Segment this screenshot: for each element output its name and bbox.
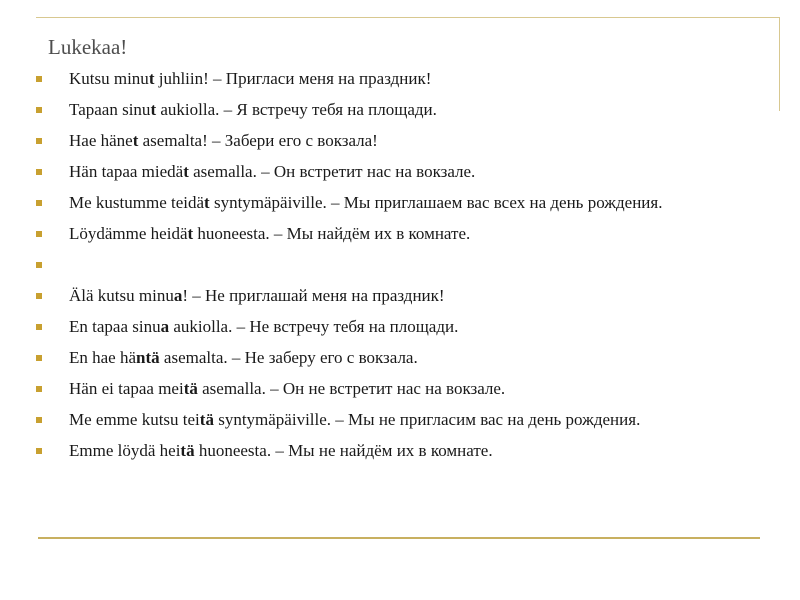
list-item-text [69,441,493,460]
text-segment: Hae häne [69,131,133,150]
list-item-text [69,162,475,181]
text-segment: syntymäpäiville. – Мы не пригласим вас на день рождения. [213,410,641,429]
square-bullet-icon [36,138,42,144]
square-bullet-icon [36,169,42,175]
list-item [36,129,756,152]
list-item [36,98,756,121]
highlighted-ending: a [173,286,183,305]
square-bullet-icon [36,448,42,454]
highlighted-ending: t [204,193,210,212]
text-segment: En hae hä [69,348,137,367]
text-segment: Löydämme heidä [69,224,188,243]
highlighted-ending: tä [180,441,195,460]
list-item-text [69,410,640,429]
square-bullet-icon [36,355,42,361]
list-item-text [69,317,458,336]
text-segment: asemalla. – Он не встретит нас на вокзале. [197,379,506,398]
text-segment: ! – Не приглашай меня на праздник! [182,286,445,305]
square-bullet-icon [36,324,42,330]
list-item [36,160,756,183]
highlighted-ending: a [160,317,170,336]
highlighted-ending: t [148,69,155,88]
square-bullet-icon [36,231,42,237]
frame-bottom-line [38,537,760,539]
highlighted-ending: t [183,162,189,181]
square-bullet-icon [36,293,42,299]
text-segment: asemalta! – Забери его с вокзала! [138,131,378,150]
list-item [36,377,756,400]
frame-right-line [779,17,780,111]
bullet-list [36,67,756,470]
list-item-text [69,131,378,150]
list-item-text [69,286,445,305]
square-bullet-icon [36,262,42,268]
list-item [36,439,756,462]
text-segment: aukiolla. – Не встречу тебя на площади. [169,317,459,336]
square-bullet-icon [36,76,42,82]
list-item-text [69,100,437,119]
text-segment: huoneesta. – Мы не найдём их в комнате. [194,441,493,460]
text-segment: aukiolla. – Я встречу тебя на площади. [156,100,437,119]
square-bullet-icon [36,417,42,423]
text-segment: juhliin! – Пригласи меня на праздник! [154,69,432,88]
list-item [36,408,756,431]
square-bullet-icon [36,386,42,392]
list-item [36,191,756,214]
list-item [36,284,756,307]
list-item [36,346,756,369]
text-segment: Tapaan sinu [69,100,151,119]
list-item [36,67,756,90]
list-item [36,315,756,338]
square-bullet-icon [36,107,42,113]
text-segment: syntymäpäiville. – Мы приглашаем вас всех на день рождения. [209,193,663,212]
list-item [36,253,756,276]
slide-title: Lukekaa! [48,35,128,59]
text-segment: Hän tapaa miedä [69,162,184,181]
text-segment: Me emme kutsu tei [69,410,200,429]
text-segment: asemalta. – Не заберу его с вокзала. [159,348,418,367]
highlighted-ending: t [132,131,139,150]
text-segment: En tapaa sinu [69,317,161,336]
square-bullet-icon [36,200,42,206]
text-segment: Hän ei tapaa mei [69,379,184,398]
list-item-text [69,69,431,88]
list-item-text [69,255,73,274]
highlighted-ending: tä [199,410,214,429]
list-item-text [69,348,418,367]
highlighted-ending: ntä [136,348,160,367]
highlighted-ending: tä [183,379,198,398]
list-item-text [69,193,662,212]
text-segment: Me kustumme teidä [69,193,205,212]
text-segment: Älä kutsu minu [69,286,174,305]
list-item-text [69,224,470,243]
list-item-text [69,379,505,398]
text-segment: huoneesta. – Мы найдём их в комнате. [193,224,471,243]
list-item [36,222,756,245]
frame-top-line [36,17,780,18]
highlighted-ending: t [150,100,157,119]
text-segment: Kutsu minu [69,69,149,88]
text-segment: asemalla. – Он встретит нас на вокзале. [188,162,476,181]
text-segment: Emme löydä hei [69,441,181,460]
highlighted-ending: t [187,224,194,243]
